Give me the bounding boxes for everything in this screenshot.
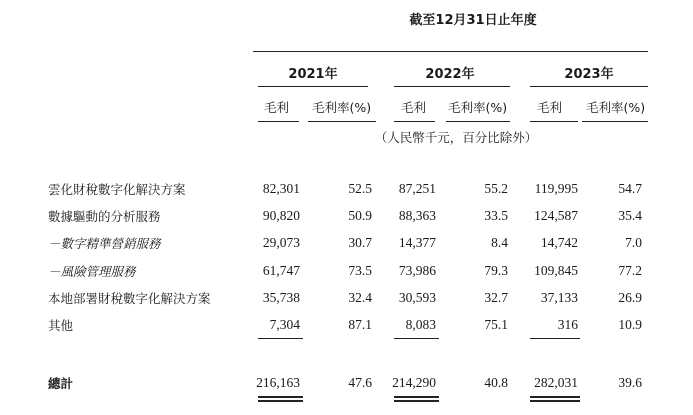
cell: 29,073 [262,235,300,250]
cell: 8.4 [491,235,508,250]
cell: 55.2 [484,181,508,196]
total-double-line-2a [394,396,439,398]
col-gross-profit-2023: 毛利 [537,100,563,115]
cell: 7,304 [269,317,300,332]
total-double-line-1b [258,400,303,402]
total-double-line-2b [394,400,439,402]
cell: 87,251 [398,181,436,196]
row-label: －數字精準營銷服務 [48,236,161,251]
cell: 61,747 [262,263,300,278]
cell: 7.0 [625,235,642,250]
year-2023-underline [530,86,648,87]
cell: 33.5 [484,208,508,223]
row-label: －風險管理服務 [48,264,136,279]
cell: 73,986 [398,263,436,278]
cell: 37,133 [540,290,578,305]
subtotal-line-2 [394,338,439,339]
cell: 14,377 [398,235,436,250]
col-margin-2023: 毛利率(%) [586,100,646,115]
period-title-underline [253,51,648,52]
year-2021-underline [258,86,368,87]
subheader-underline-2 [308,121,376,122]
col-gross-profit-2021: 毛利 [264,100,290,115]
total-cell: 282,031 [534,375,578,390]
cell: 73.5 [348,263,372,278]
total-cell: 39.6 [618,375,642,390]
subtotal-line-1 [258,338,303,339]
cell: 124,587 [534,208,578,223]
period-title: 截至12月31日止年度 [409,13,537,28]
subheader-underline-5 [530,121,578,122]
year-2021: 2021年 [288,67,338,82]
cell: 30,593 [398,290,436,305]
total-cell: 47.6 [348,375,372,390]
cell: 119,995 [534,181,578,196]
total-cell: 216,163 [256,375,300,390]
col-margin-2022: 毛利率(%) [448,100,508,115]
col-margin-2021: 毛利率(%) [312,100,372,115]
total-cell: 40.8 [484,375,508,390]
year-2022: 2022年 [425,67,475,82]
year-2023: 2023年 [564,67,614,82]
cell: 90,820 [262,208,300,223]
cell: 87.1 [348,317,372,332]
subheader-underline-1 [258,121,299,122]
total-cell: 214,290 [392,375,436,390]
total-double-line-3a [530,396,580,398]
cell: 79.3 [484,263,508,278]
cell: 82,301 [262,181,300,196]
cell: 14,742 [540,235,578,250]
cell: 8,083 [405,317,436,332]
total-label: 總計 [48,376,74,391]
cell: 52.5 [348,181,372,196]
total-double-line-1a [258,396,303,398]
col-gross-profit-2022: 毛利 [401,100,427,115]
subtotal-line-3 [530,338,580,339]
cell: 75.1 [484,317,508,332]
cell: 35.4 [618,208,642,223]
subheader-underline-4 [446,121,510,122]
cell: 35,738 [262,290,300,305]
cell: 26.9 [618,290,642,305]
row-label: 本地部署財稅數字化解決方案 [48,291,211,306]
subheader-underline-6 [582,121,648,122]
total-double-line-3b [530,400,580,402]
cell: 54.7 [618,181,642,196]
cell: 50.9 [348,208,372,223]
year-2022-underline [394,86,510,87]
cell: 32.7 [484,290,508,305]
cell: 32.4 [348,290,372,305]
cell: 77.2 [618,263,642,278]
cell: 30.7 [348,235,372,250]
cell: 109,845 [534,263,578,278]
cell: 316 [557,317,578,332]
row-label: 其他 [48,318,74,333]
row-label: 雲化財稅數字化解決方案 [48,182,186,197]
cell: 10.9 [618,317,642,332]
unit-note: （人民幣千元，百分比除外） [374,130,538,145]
row-label: 數據驅動的分析服務 [48,209,161,224]
cell: 88,363 [398,208,436,223]
subheader-underline-3 [394,121,435,122]
